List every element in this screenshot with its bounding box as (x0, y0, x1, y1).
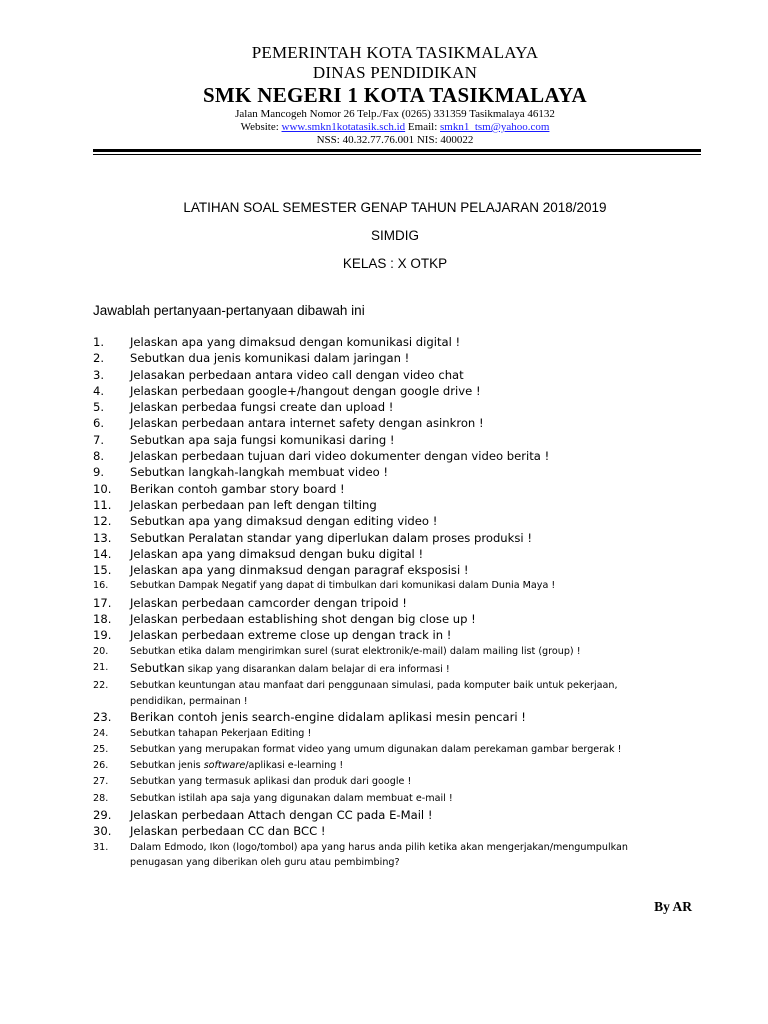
letterhead-rule-thin (93, 154, 701, 155)
letterhead-address: Jalan Mancogeh Nomor 26 Telp./Fax (0265) 331359 Tasikmalaya 46132 (235, 108, 555, 120)
question-number: 31. (93, 841, 109, 853)
question-item (93, 807, 683, 823)
question-item (93, 546, 683, 562)
question-item (93, 611, 683, 627)
question-text: Sebutkan apa yang dimaksud dengan editing video ! (130, 514, 438, 529)
question-text: Jelaskan perbedaan CC dan BCC ! (130, 824, 326, 839)
question-item (93, 530, 683, 546)
question-item (93, 513, 683, 529)
question-text: Sebutkan Peralatan standar yang diperlukan dalam proses produksi ! (130, 530, 532, 545)
question-number: 20. (93, 645, 109, 657)
question-number: 12. (93, 514, 112, 529)
question-lead: Sebutkan (130, 660, 185, 675)
question-number: 7. (93, 432, 105, 447)
question-item (93, 367, 683, 383)
letterhead-department: DINAS PENDIDIKAN (312, 63, 478, 82)
question-number: 8. (93, 449, 105, 464)
question-item (93, 840, 683, 871)
question-number: 22. (93, 680, 109, 692)
subject-title: SIMDIG (370, 228, 419, 243)
letterhead-school-name: SMK NEGERI 1 KOTA TASIKMALAYA (202, 83, 588, 107)
question-text: Jelaskan perbedaan tujuan dari video dokumenter dengan video berita ! (130, 449, 550, 464)
question-text: Jelaskan perbedaan Attach dengan CC pada E-Mail ! (130, 808, 433, 823)
question-number: 28. (93, 792, 109, 804)
question-text: Jelaskan perbedaa fungsi create dan upload ! (130, 400, 394, 415)
question-item (93, 464, 683, 480)
email-label: Email: (405, 121, 440, 133)
question-text: Berikan contoh gambar story board ! (130, 481, 345, 496)
question-number: 10. (93, 481, 112, 496)
question-item (93, 562, 683, 578)
question-item (93, 709, 683, 725)
question-text: Sebutkan Dampak Negatif yang dapat di timbulkan dari komunikasi dalam Dunia Maya ! (130, 580, 556, 592)
question-item (93, 497, 683, 513)
question-item (93, 432, 683, 448)
question-item (93, 448, 683, 464)
question-text: Jelaskan perbedaan antara internet safety dengan asinkron ! (130, 416, 484, 431)
question-list (93, 334, 683, 871)
question-number: 9. (93, 465, 105, 480)
question-item (93, 334, 683, 350)
question-number: 2. (93, 351, 105, 366)
question-number: 15. (93, 563, 112, 578)
question-text-continued: penugasan yang diberikan oleh guru atau pembimbing? (130, 857, 400, 869)
question-text: Sebutkan keuntungan atau manfaat dari penggunaan simulasi, pada komputer baik untuk pekerjaan, (130, 680, 618, 692)
question-text: Jelaskan perbedaan establishing shot dengan big close up ! (130, 612, 476, 627)
question-item (93, 383, 683, 399)
question-text: Jelaskan perbedaan google+/hangout dengan google drive ! (130, 383, 481, 398)
question-number: 29. (93, 808, 112, 823)
question-text: Berikan contoh jenis search-engine didalam aplikasi mesin pencari ! (130, 710, 526, 725)
question-item (93, 481, 683, 497)
question-number: 3. (93, 367, 105, 382)
question-text: Jelaskan perbedaan extreme close up dengan track in ! (130, 628, 452, 643)
question-number: 13. (93, 530, 112, 545)
letterhead (90, 42, 700, 147)
question-text: Jelasakan perbedaan antara video call dengan video chat (130, 367, 464, 382)
question-number: 24. (93, 727, 109, 739)
question-item (93, 644, 683, 660)
question-text: Sebutkan dua jenis komunikasi dalam jaringan ! (130, 351, 410, 366)
question-number: 19. (93, 628, 112, 643)
question-item (93, 627, 683, 643)
question-text: sikap yang disarankan dalam belajar di era informasi ! (184, 663, 450, 675)
author-byline: By AR (654, 899, 692, 914)
question-item (93, 758, 683, 774)
question-item (93, 399, 683, 415)
question-text: Jelaskan apa yang dimaksud dengan buku digital ! (130, 546, 424, 561)
question-text: Jelaskan perbedaan camcorder dengan tripoid ! (130, 595, 407, 610)
question-text: Jelaskan apa yang dimaksud dengan komunikasi digital ! (130, 335, 461, 349)
website-label: Website: (240, 121, 282, 133)
question-item (93, 595, 683, 611)
question-item (93, 726, 683, 742)
question-text: Sebutkan tahapan Pekerjaan Editing ! (130, 727, 312, 739)
question-number: 14. (93, 546, 112, 561)
letterhead-nss-nis: NSS: 40.32.77.76.001 NIS: 400022 (316, 134, 474, 146)
question-item (93, 774, 683, 790)
question-text: Sebutkan apa saja fungsi komunikasi daring ! (130, 432, 395, 447)
question-number: 11. (93, 497, 112, 512)
question-text: Sebutkan istilah apa saja yang digunakan dalam membuat e-mail ! (130, 792, 453, 804)
question-number: 5. (93, 400, 105, 415)
question-number: 23. (93, 710, 112, 725)
question-number: 17. (93, 595, 112, 610)
question-text: Sebutkan langkah-langkah membuat video ! (130, 465, 389, 480)
question-number: 1. (93, 335, 105, 349)
question-item (93, 742, 683, 758)
instruction-text: Jawablah pertanyaan-pertanyaan dibawah ini (93, 303, 365, 318)
question-number: 4. (93, 383, 105, 398)
exam-title: LATIHAN SOAL SEMESTER GENAP TAHUN PELAJARAN 2018/2019 (183, 200, 607, 215)
question-item (93, 678, 683, 709)
question-item (93, 791, 683, 807)
question-item (93, 578, 683, 594)
question-text: Sebutkan jenis (130, 760, 204, 772)
question-item (93, 660, 683, 678)
question-item (93, 823, 683, 839)
question-text: Sebutkan yang merupakan format video yang umum digunakan dalam perekaman gambar bergerak ! (130, 743, 622, 755)
question-text-after: /aplikasi e-learning ! (245, 760, 344, 772)
question-item (93, 350, 683, 366)
question-number: 6. (93, 416, 105, 431)
question-italic-term: software (203, 760, 246, 772)
question-number: 16. (93, 580, 109, 592)
question-text: Jelaskan apa yang dinmaksud dengan paragraf eksposisi ! (130, 563, 469, 578)
email-link[interactable]: smkn1_tsm@yahoo.com (440, 121, 550, 133)
question-number: 30. (93, 824, 112, 839)
question-item (93, 415, 683, 431)
question-text: Dalam Edmodo, Ikon (logo/tombol) apa yang harus anda pilih ketika akan mengerjakan/mengumpulkan (130, 841, 628, 853)
question-number: 18. (93, 612, 112, 627)
question-text: Jelaskan perbedaan pan left dengan tilting (130, 497, 377, 512)
question-text: Sebutkan yang termasuk aplikasi dan produk dari google ! (130, 776, 412, 788)
question-number: 21. (93, 661, 109, 673)
website-link[interactable]: www.smkn1kotatasik.sch.id (281, 121, 406, 133)
class-title: KELAS : X OTKP (342, 256, 448, 271)
letterhead-government: PEMERINTAH KOTA TASIKMALAYA (251, 43, 539, 62)
letterhead-contact (90, 121, 700, 134)
question-number: 27. (93, 776, 109, 788)
question-text: Sebutkan etika dalam mengirimkan surel (surat elektronik/e-mail) dalam mailing list (group) ! (130, 645, 581, 657)
question-number: 25. (93, 743, 109, 755)
question-number: 26. (93, 760, 109, 772)
exam-title-block (90, 200, 700, 272)
letterhead-rule-thick (93, 149, 701, 152)
question-text-continued: pendidikan, permainan ! (130, 695, 248, 707)
